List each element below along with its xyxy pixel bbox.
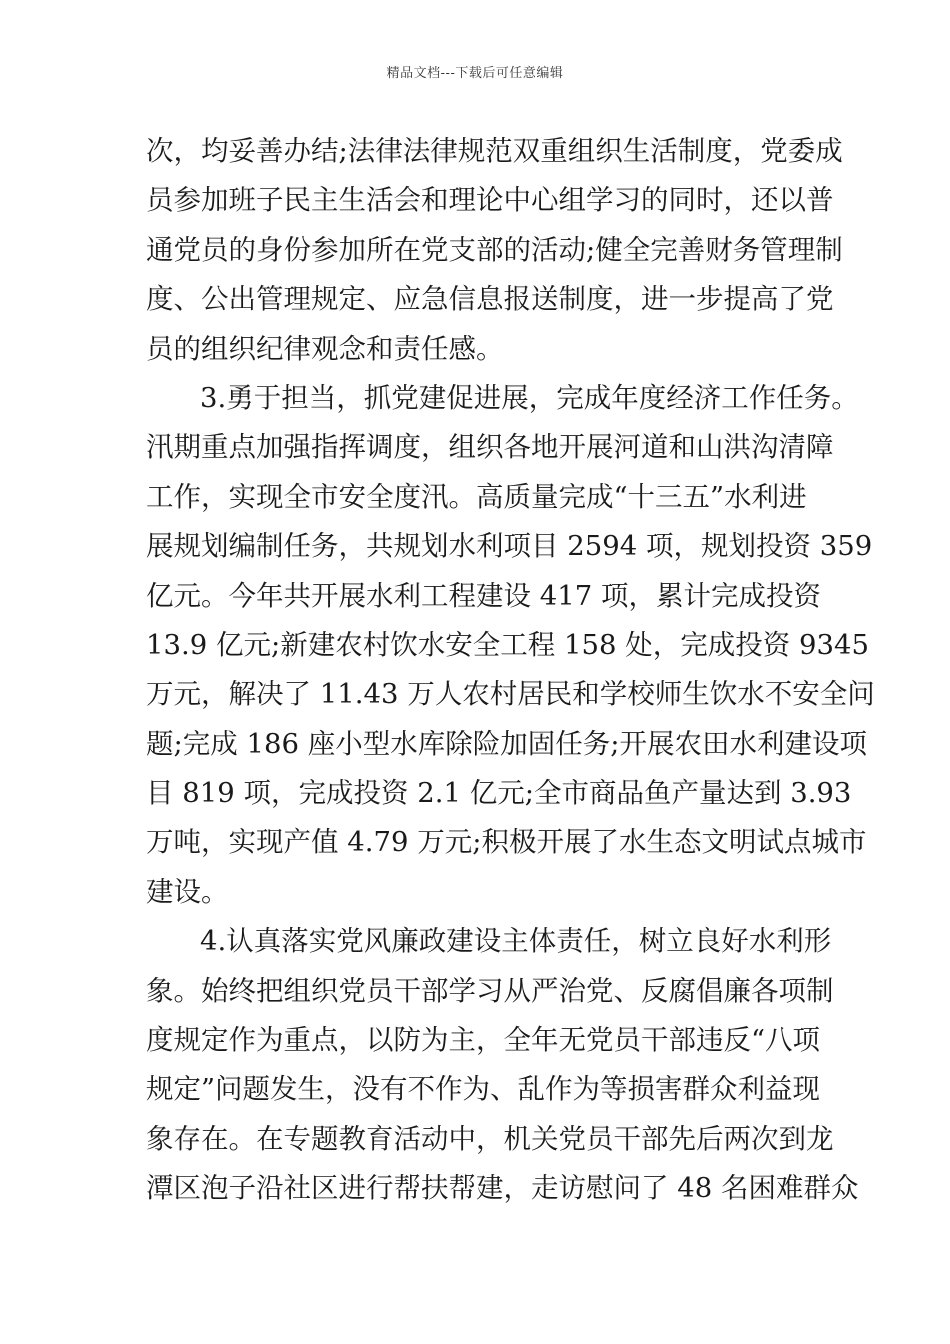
text-line: 通党员的身份参加所在党支部的活动;健全完善财务管理制 xyxy=(146,233,843,266)
page-header: 精品文档---下载后可任意编辑 xyxy=(386,66,564,81)
document-body xyxy=(146,127,875,1214)
paragraph-start-line: 4.认真落实党风廉政建设主体责任，树立良好水利形 xyxy=(200,925,832,958)
text-line: 规定”问题发生，没有不作为、乱作为等损害群众利益现 xyxy=(146,1073,821,1106)
text-line: 度、公出管理规定、应急信息报送制度，进一步提高了党 xyxy=(146,283,834,316)
text-line: 员参加班子民主生活会和理论中心组学习的同时，还以普 xyxy=(146,184,834,217)
text-line: 次，均妥善办结;法律法律规范双重组织生活制度，党委成 xyxy=(146,135,843,167)
text-line: 工作，实现全市安全度汛。高质量完成“十三五”水利进 xyxy=(146,480,807,513)
text-line: 象。始终把组织党员干部学习从严治党、反腐倡廉各项制 xyxy=(146,974,834,1007)
text-line: 目 819 项，完成投资 2.1 亿元;全市商品鱼产量达到 3.93 xyxy=(146,777,852,810)
text-line: 度规定作为重点，以防为主，全年无党员干部违反“八项 xyxy=(146,1024,821,1057)
text-line: 员的组织纪律观念和责任感。 xyxy=(146,332,504,365)
text-line: 万元，解决了 11.43 万人农村居民和学校师生饮水不安全问 xyxy=(146,678,875,711)
text-line: 建设。 xyxy=(146,875,229,908)
text-line: 题;完成 186 座小型水库除险加固任务;开展农田水利建设项 xyxy=(146,727,868,760)
text-line: 万吨，实现产值 4.79 万元;积极开展了水生态文明试点城市 xyxy=(146,826,867,859)
text-line: 象存在。在专题教育活动中，机关党员干部先后两次到龙 xyxy=(146,1122,834,1155)
text-line: 展规划编制任务，共规划水利项目 2594 项，规划投资 359 xyxy=(146,530,873,563)
text-line: 亿元。今年共开展水利工程建设 417 项，累计完成投资 xyxy=(146,579,821,612)
paragraph-start-line: 3.勇于担当，抓党建促进展，完成年度经济工作任务。 xyxy=(200,381,859,414)
text-line: 13.9 亿元;新建农村饮水安全工程 158 处，完成投资 9345 xyxy=(146,628,869,661)
text-line: 潭区泡子沿社区进行帮扶帮建，走访慰问了 48 名困难群众 xyxy=(146,1172,859,1205)
text-line: 汛期重点加强指挥调度，组织各地开展河道和山洪沟清障 xyxy=(146,431,834,464)
